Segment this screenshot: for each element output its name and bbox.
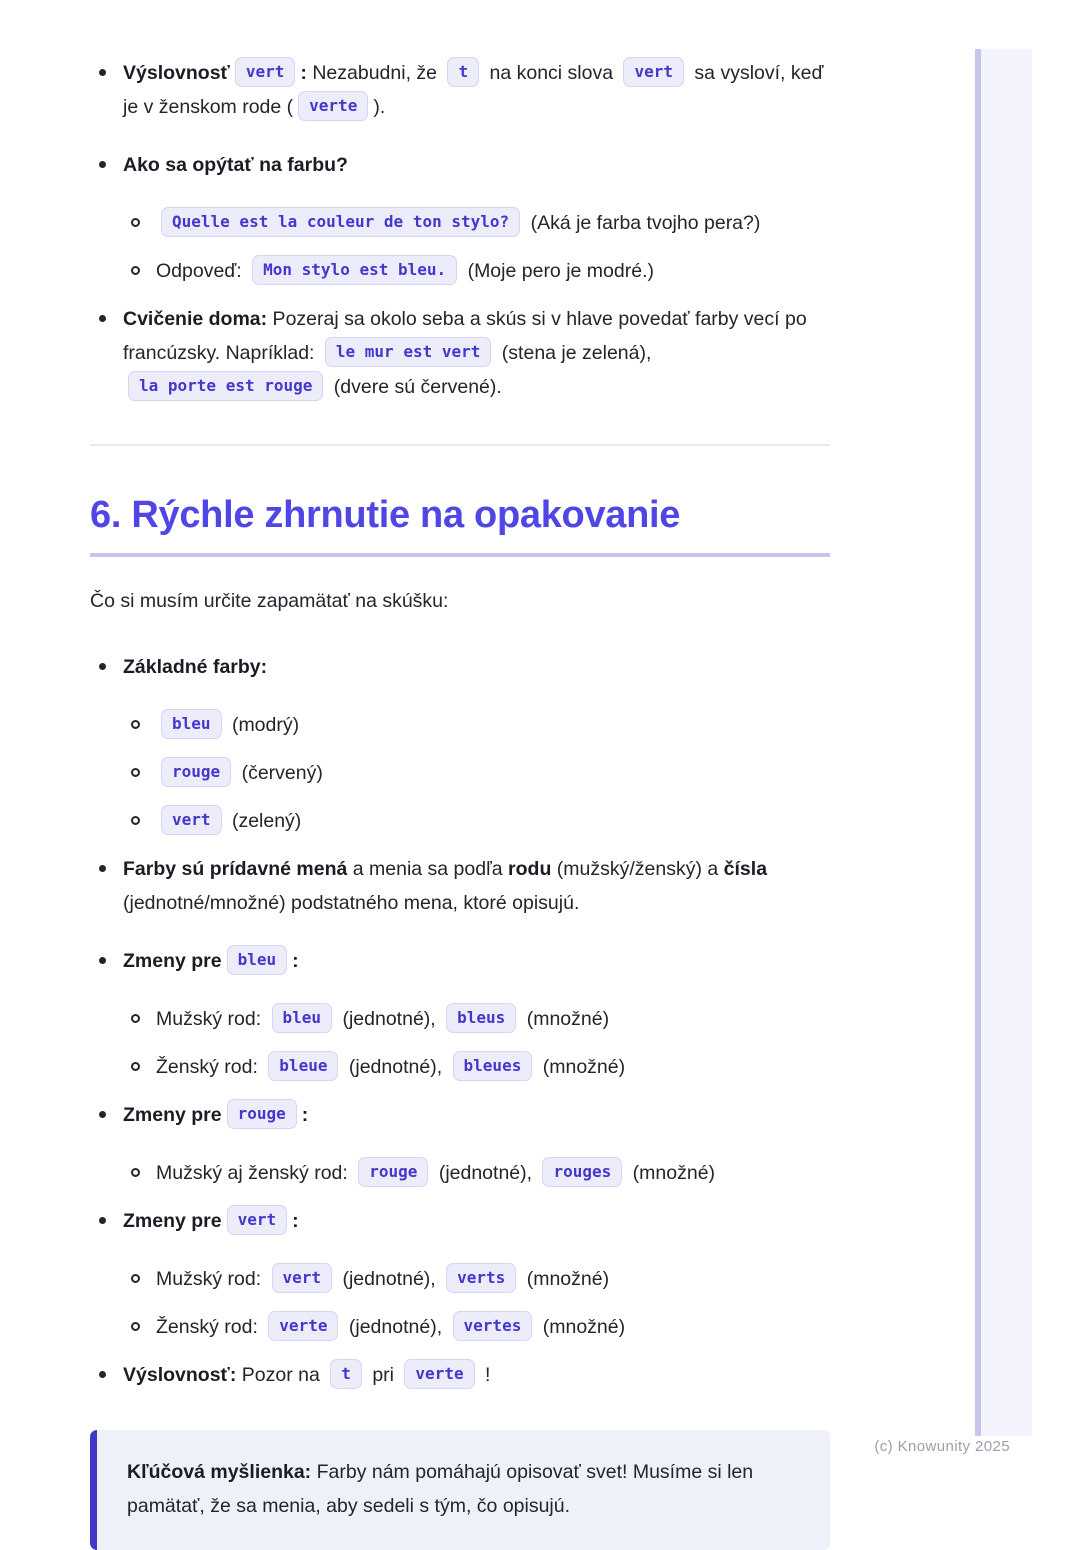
text-segment: (množné) [537,1056,626,1078]
key-idea-callout [90,1430,830,1550]
text-segment: (jednotné), [337,1008,442,1030]
text-segment: pri [366,1364,400,1386]
inline-code-chip: rouge [227,1099,297,1129]
bold-text: : [292,1210,299,1232]
inline-code-chip: bleue [268,1051,338,1081]
text-segment: a menia sa podľa [347,858,509,880]
list-item [123,1002,830,1036]
inline-code-chip: vert [227,1205,288,1235]
text-segment: Mužský rod: [156,1268,267,1290]
list-item [123,1262,830,1296]
list-item [123,254,830,288]
text-segment: (jednotné), [343,1316,448,1338]
bullet-icon [99,69,106,76]
list-item-text [156,1008,609,1030]
inline-code-chip: t [447,57,479,87]
list-item [123,206,830,240]
intro-paragraph: Čo si musím určite zapamätať na skúšku: [90,590,449,612]
list-item-text [123,308,807,398]
circle-bullet-icon [131,1014,140,1023]
bold-text: Zmeny pre [123,1104,222,1126]
text-segment: (jednotné), [433,1162,538,1184]
list-item-text [156,810,301,832]
text-segment: (Aká je farba tvojho pera?) [525,212,761,234]
list-item-text [123,656,267,678]
list-item [90,302,830,404]
text-segment: (jednotné/množné) podstatného mena, ktoré opisujú. [123,892,580,914]
bullet-icon [99,1217,106,1224]
circle-bullet-icon [131,816,140,825]
text-segment: (množné) [627,1162,716,1184]
list-item-text [156,1268,609,1290]
bold-text: Ako sa opýtať na farbu? [123,154,348,176]
bullet-icon [99,1371,106,1378]
circle-bullet-icon [131,1322,140,1331]
text-segment: (stena je zelená), [496,342,652,364]
bullet-icon [99,161,106,168]
text-segment: Ženský rod: [156,1316,264,1338]
list-item [90,1098,830,1132]
inline-code-chip: vert [161,805,222,835]
list-item [90,1204,830,1238]
list-item-text [123,950,299,972]
text-segment: ! [479,1364,491,1386]
circle-bullet-icon [131,720,140,729]
list-item-text [156,212,760,234]
text-segment: Ženský rod: [156,1056,264,1078]
text-segment: na konci slova [484,62,619,84]
bullet-icon [99,1111,106,1118]
inline-code-chip: vertes [453,1311,533,1341]
list-item-text [156,1056,625,1078]
inline-code-chip: la porte est rouge [128,371,323,401]
text-segment: Pozor na [236,1364,326,1386]
list-item [123,1050,830,1084]
bold-text: čísla [723,858,768,880]
bold-text: Cvičenie doma: [123,308,268,330]
text-segment: (množné) [521,1268,610,1290]
inline-code-chip: vert [235,57,296,87]
bullet-icon [99,663,106,670]
text-segment: Mužský rod: [156,1008,267,1030]
list-item-text [156,714,299,736]
list-item-text [156,260,654,282]
list-item [123,1156,830,1190]
circle-bullet-icon [131,218,140,227]
inline-code-chip: Quelle est la couleur de ton stylo? [161,207,520,237]
list-item-text [156,1316,625,1338]
bullet-icon [99,957,106,964]
inline-code-chip: bleu [161,709,222,739]
list-item [123,1310,830,1344]
bold-text: rodu [508,858,552,880]
circle-bullet-icon [131,1062,140,1071]
circle-bullet-icon [131,1274,140,1283]
inline-code-chip: t [330,1359,362,1389]
text-segment: (mužský/ženský) a [551,858,724,880]
bold-text: Farby sú prídavné mená [123,858,348,880]
text-segment: Nezabudni, že [306,62,443,84]
circle-bullet-icon [131,1168,140,1177]
copyright-note: (c) Knowunity 2025 [874,1438,1010,1455]
bold-text: Zmeny pre [123,950,222,972]
text-segment: (zelený) [226,810,302,832]
text-segment: (jednotné), [343,1056,448,1078]
inline-code-chip: rouge [358,1157,428,1187]
list-item [90,148,830,182]
list-item-text [156,1162,715,1184]
list-item [90,650,830,684]
inline-code-chip: rouges [542,1157,622,1187]
bold-text: Zmeny pre [123,1210,222,1232]
text-segment: (dvere sú červené). [328,376,502,398]
list-item-text [123,154,348,176]
list-item [123,756,830,790]
inline-code-chip: bleu [272,1003,333,1033]
section-heading: 6. Rýchle zhrnutie na opakovanie [90,492,830,557]
list-item [123,804,830,838]
inline-code-chip: rouge [161,757,231,787]
list-item-text [123,62,823,118]
inline-code-chip: vert [623,57,684,87]
text-segment: (množné) [537,1316,626,1338]
inline-code-chip: vert [272,1263,333,1293]
bold-text: Výslovnosť [123,62,230,84]
circle-bullet-icon [131,266,140,275]
inline-code-chip: bleu [227,945,288,975]
bold-text: : [300,62,307,84]
list-item [90,852,830,920]
inline-code-chip: verte [268,1311,338,1341]
list-item-text [123,1104,308,1126]
inline-code-chip: bleus [446,1003,516,1033]
text-segment: sa vysloví, keď je v ženskom rode ( [123,62,824,118]
text-segment: (červený) [236,762,323,784]
bold-text: Výslovnosť: [123,1364,237,1386]
inline-code-chip: verte [298,91,368,121]
list-item [90,944,830,978]
bold-text: : [292,950,299,972]
list-item [90,56,830,124]
text-segment: Farby nám pomáhajú opisovať svet! Musíme si len pamätať, že sa menia, aby sedeli s tým, čo opisujú. [127,1461,754,1517]
text-segment: Pozeraj sa okolo seba a skús si v hlave povedať farby vecí po francúzsky. Napríklad: [123,308,807,364]
inline-code-chip: bleues [453,1051,533,1081]
list-item-text [123,1364,490,1386]
list-item [123,708,830,742]
document-page [90,44,830,1550]
text-segment: (jednotné), [337,1268,442,1290]
bullet-icon [99,865,106,872]
text-segment: (množné) [521,1008,610,1030]
list-item [90,1358,830,1392]
bullet-icon [99,315,106,322]
text-segment: (Moje pero je modré.) [462,260,654,282]
inline-code-chip: le mur est vert [325,337,492,367]
list-item-text [123,858,767,914]
bold-text: : [301,1104,309,1126]
text-segment: (modrý) [226,714,300,736]
list-item-text [123,1210,299,1232]
bold-text: Kľúčová myšlienka: [127,1461,312,1483]
inline-code-chip: verte [404,1359,474,1389]
callout-text [127,1461,753,1517]
inline-code-chip: Mon stylo est bleu. [252,255,457,285]
inline-code-chip: verts [446,1263,516,1293]
section-divider [90,444,830,446]
text-segment: Odpoveď: [156,260,248,282]
text-segment: Mužský aj ženský rod: [156,1162,354,1184]
scrollbar-track[interactable] [975,49,1032,1436]
text-segment: ). [373,96,386,118]
list-item-text [156,762,323,784]
bold-text: Základné farby: [123,656,268,678]
circle-bullet-icon [131,768,140,777]
